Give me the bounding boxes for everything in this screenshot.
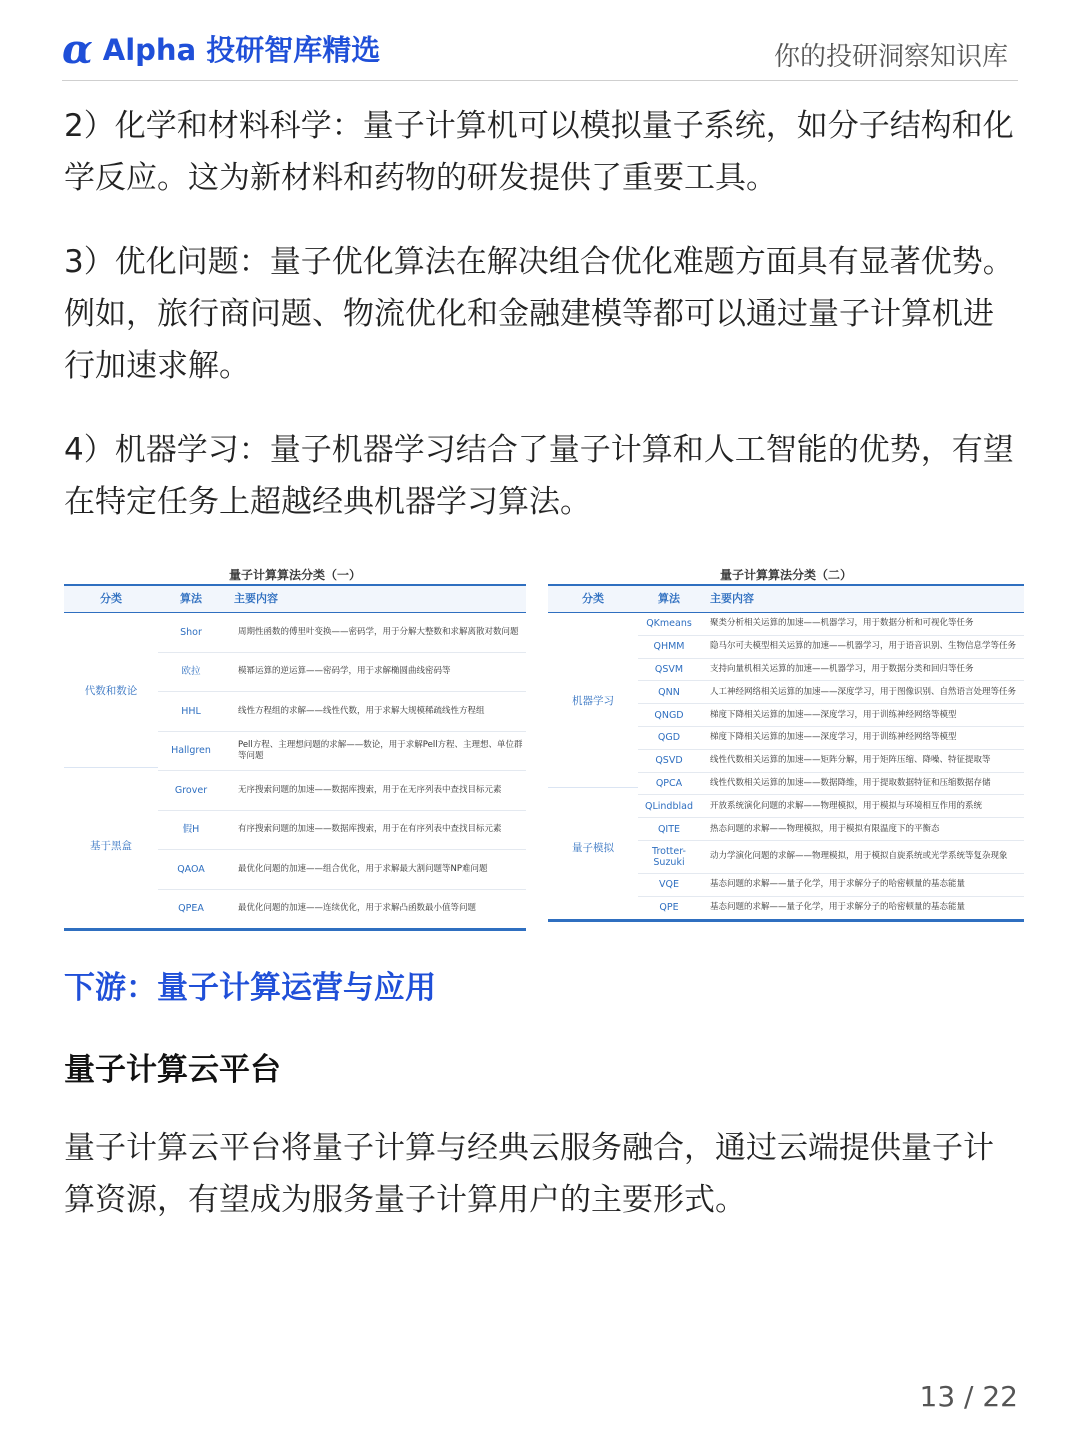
header-content: 主要内容 — [710, 592, 754, 605]
alpha-icon: α — [62, 26, 93, 73]
table-algorithms-1 — [64, 560, 526, 931]
category-cell: 机器学习 — [548, 613, 638, 788]
paragraph-optimization: 3）优化问题：量子优化算法在解决组合优化难题方面具有显著优势。例如，旅行商问题、物流优化和金融建模等都可以通过量子计算机进行加速求解。 — [64, 244, 1014, 384]
algorithm-cell: Grover — [174, 784, 208, 796]
content-cell: 线性代数相关运算的加速——矩阵分解，用于矩阵压缩、降噪、特征提取等 — [710, 755, 991, 766]
content-cell: 热态问题的求解——物理模拟，用于模拟有限温度下的平衡态 — [710, 823, 940, 834]
content-cell: 支持向量机相关运算的加速——机器学习，用于数据分类和回归等任务 — [710, 663, 974, 674]
content-cell: 最优化问题的加速——组合优化，用于求解最大割问题等NP难问题 — [238, 863, 488, 874]
table-row — [158, 890, 526, 929]
header-algorithm: 算法 — [180, 592, 202, 605]
table-row — [638, 636, 1024, 659]
algorithm-cell: 欧拉 — [181, 666, 201, 678]
content-cell: 线性方程组的求解——线性代数，用于求解大规模稀疏线性方程组 — [238, 705, 485, 716]
content-cell: 动力学演化问题的求解——物理模拟，用于模拟自旋系统或光学系统等复杂现象 — [710, 851, 1008, 862]
table-title: 量子计算算法分类（一） — [228, 568, 361, 582]
page-indicator: 13 / 22 — [919, 1380, 1018, 1413]
paragraph-chemistry: 2）化学和材料科学：量子计算机可以模拟量子系统，如分子结构和化学反应。这为新材料和药物的研发提供了重要工具。 — [64, 108, 1014, 196]
table-title: 量子计算算法分类（二） — [719, 568, 852, 582]
algorithm-cell: VQE — [659, 879, 679, 891]
content-cell: 基态问题的求解——量子化学，用于求解分子的哈密顿量的基态能量 — [710, 879, 966, 890]
algorithm-cell: QKmeans — [646, 618, 692, 630]
content-cell: 基态问题的求解——量子化学，用于求解分子的哈密顿量的基态能量 — [710, 902, 966, 913]
algorithm-cell: HHL — [181, 705, 201, 717]
algorithm-cell: Trotter-Suzuki — [652, 845, 686, 868]
algorithm-cell: Shor — [180, 626, 202, 638]
content-cell: 人工神经网络相关运算的加速——深度学习，用于图像识别、自然语言处理等任务 — [710, 686, 1017, 697]
table-row — [638, 750, 1024, 773]
table-header — [64, 584, 526, 613]
algorithm-cell: 假H — [182, 824, 200, 836]
table-row — [638, 841, 1024, 874]
category-cell: 基于黑盒 — [90, 839, 132, 852]
table-header — [548, 584, 1024, 613]
table-row — [638, 659, 1024, 682]
table-row — [638, 773, 1024, 796]
table-row — [158, 692, 526, 732]
content-cell: 梯度下降相关运算的加速——深度学习，用于训练神经网络等模型 — [710, 732, 957, 743]
algorithm-cell: QSVM — [654, 663, 684, 675]
algorithm-cell: Hallgren — [171, 745, 211, 757]
algorithm-cell: QPE — [659, 902, 679, 914]
content-cell: 无序搜索问题的加速——数据库搜索，用于在无序列表中查找目标元素 — [238, 784, 502, 795]
algorithm-cell: QPEA — [178, 903, 204, 915]
paragraph-cloud-platform: 量子计算云平台将量子计算与经典云服务融合，通过云端提供量子计算资源，有望成为服务量子计算用户的主要形式。 — [64, 1130, 994, 1218]
algorithm-cell: QLindblad — [645, 800, 693, 812]
header-algorithm: 算法 — [658, 592, 680, 605]
content-cell: 开放系统演化问题的求解——物理模拟，用于模拟与环境相互作用的系统 — [710, 800, 983, 811]
content-cell: 模幂运算的逆运算——密码学，用于求解椭圆曲线密码等 — [238, 666, 451, 677]
algorithm-cell: QGD — [657, 732, 681, 744]
table-row — [158, 771, 526, 811]
table-body — [64, 613, 526, 931]
header-slogan: 你的投研洞察知识库 — [773, 42, 1008, 72]
content-cell: 隐马尔可夫模型相关运算的加速——机器学习，用于语音识别、生物信息学等任务 — [710, 641, 1017, 652]
content-cell: 梯度下降相关运算的加速——深度学习，用于训练神经网络等模型 — [710, 709, 957, 720]
paragraph-machine-learning: 4）机器学习：量子机器学习结合了量子计算和人工智能的优势，有望在特定任务上超越经典机器学习算法。 — [64, 432, 1014, 520]
content-cell: 最优化问题的加速——连续优化，用于求解凸函数最小值等问题 — [238, 903, 477, 914]
brand-logo[interactable] — [62, 28, 380, 72]
algorithm-classification-figure — [64, 560, 1024, 922]
subsection-title: 量子计算云平台 — [64, 1052, 281, 1088]
algorithm-cell: QAOA — [177, 863, 205, 875]
section-title: 下游：量子计算运营与应用 — [64, 970, 436, 1006]
content-cell: 周期性函数的傅里叶变换——密码学，用于分解大整数和求解离散对数问题 — [238, 626, 519, 637]
table-row — [158, 653, 526, 693]
category-cell: 量子模拟 — [572, 842, 614, 855]
header-category: 分类 — [582, 592, 604, 605]
content-cell: Pell方程、主理想问题的求解——数论，用于求解Pell方程、主理想、单位群等问题 — [238, 739, 523, 761]
algorithm-cell: QITE — [657, 823, 681, 835]
table-row — [158, 613, 526, 653]
table-row — [638, 681, 1024, 704]
header-content: 主要内容 — [234, 592, 278, 605]
table-row — [638, 897, 1024, 919]
table-row — [158, 732, 526, 772]
algorithm-cell: QPCA — [655, 777, 683, 789]
content-cell: 聚类分析相关运算的加速——机器学习，用于数据分析和可视化等任务 — [710, 618, 974, 629]
table-row — [158, 811, 526, 851]
algorithm-cell: QNGD — [654, 709, 684, 721]
content-cell: 有序搜索问题的加速——数据库搜索，用于在有序列表中查找目标元素 — [238, 824, 502, 835]
header-category: 分类 — [100, 592, 122, 605]
table-row — [638, 795, 1024, 818]
content-cell: 线性代数相关运算的加速——数据降维，用于提取数据特征和压缩数据存储 — [710, 777, 991, 788]
table-row — [638, 704, 1024, 727]
header — [62, 28, 1018, 81]
category-cell: 代数和数论 — [64, 613, 158, 768]
algorithm-cell: QNN — [658, 686, 680, 698]
table-row — [638, 818, 1024, 841]
table-row — [638, 727, 1024, 750]
algorithm-cell: QSVD — [655, 755, 683, 767]
table-algorithms-2 — [548, 560, 1024, 922]
table-body — [548, 613, 1024, 922]
table-row — [158, 850, 526, 890]
algorithm-cell: QHMM — [653, 641, 685, 653]
brand-name: Alpha 投研智库精选 — [102, 33, 381, 67]
table-row — [638, 874, 1024, 897]
table-row — [638, 613, 1024, 636]
